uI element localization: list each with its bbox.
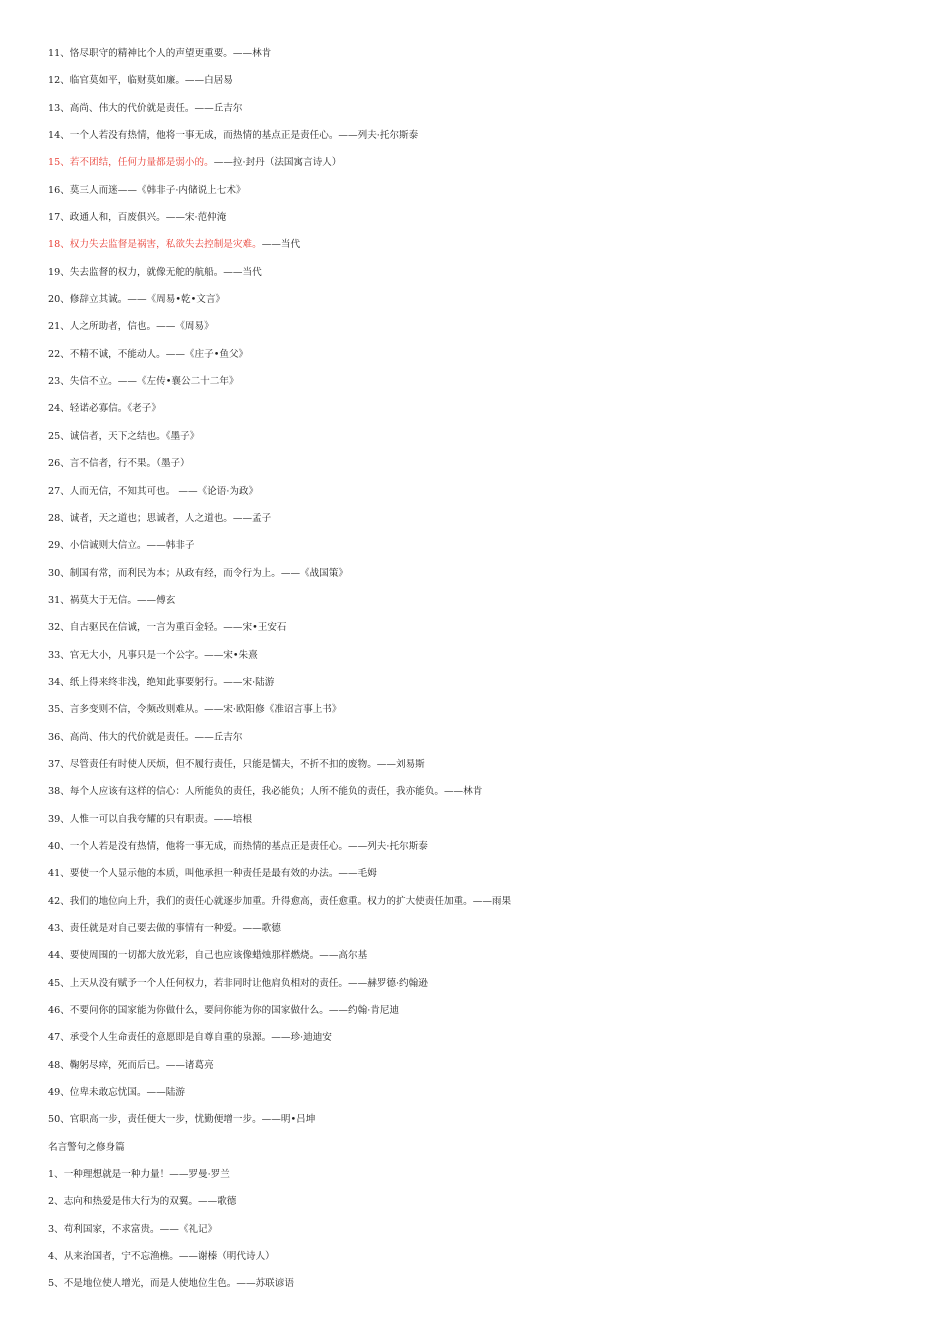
quote-line: 47、承受个人生命责任的意愿即是自尊自重的泉源。——珍·迪迪安 (48, 1032, 332, 1044)
quote-line: 20、修辞立其诚。——《周易•乾•文言》 (48, 294, 226, 306)
quote-line: 12、临官莫如平，临财莫如廉。——白居易 (48, 75, 233, 87)
quote-line: 49、位卑未敢忘忧国。——陆游 (48, 1087, 185, 1099)
quote-line: 37、尽管责任有时使人厌烦，但不履行责任，只能是懦夫，不折不扣的废物。——刘易斯 (48, 758, 425, 770)
quote-line: 26、言不信者，行不果。（墨子） (48, 458, 190, 470)
quote-attribution: ——当代 (261, 239, 301, 251)
quote-line: 3、苟利国家，不求富贵。——《礼记》 (48, 1223, 218, 1235)
document-page (48, 44, 908, 1302)
quote-line: 42、我们的地位向上升，我们的责任心就逐步加重。升得愈高，责任愈重。权力的扩大使责任加重。——雨果 (48, 895, 512, 907)
quote-line: 22、不精不诚，不能动人。——《庄子•鱼父》 (48, 348, 249, 360)
quote-line: 35、言多变则不信，令频改则难从。——宋·欧阳修《准诏言事上书》 (48, 704, 342, 716)
quote-line: 39、人惟一可以自我夸耀的只有职责。——培根 (48, 813, 253, 825)
quote-line: 41、要使一个人显示他的本质，叫他承担一种责任是最有效的办法。——毛姆 (48, 868, 377, 880)
quote-line: 24、轻诺必寡信。《老子》 (48, 403, 161, 415)
quote-line: 23、失信不立。——《左传•襄公二十二年》 (48, 376, 239, 388)
quote-line: 16、莫三人而迷——《韩非子·内储说上七术》 (48, 184, 246, 196)
quote-list-a (48, 44, 908, 1138)
quote-line: 4、从来治国者，宁不忘渔樵。——谢榛（明代诗人） (48, 1251, 275, 1263)
quote-line: 40、一个人若是没有热情，他将一事无成，而热情的基点正是责任心。——列夫·托尔斯泰 (48, 840, 428, 852)
quote-line: 46、不要问你的国家能为你做什么，要问你能为你的国家做什么。——约翰·肯尼迪 (48, 1005, 400, 1017)
quote-line-highlighted (48, 235, 908, 262)
quote-line-highlighted (48, 153, 908, 180)
quote-line: 36、高尚、伟大的代价就是责任。——丘吉尔 (48, 731, 243, 743)
quote-line: 31、祸莫大于无信。——傅玄 (48, 594, 176, 606)
highlighted-text: 18、权力失去监督是祸害，私欲失去控制是灾难。 (48, 239, 262, 251)
quote-line: 30、制国有常，而利民为本；从政有经，而令行为上。——《战国策》 (48, 567, 349, 579)
quote-line: 45、上天从没有赋予一个人任何权力，若非同时让他肩负相对的责任。——赫罗德·约翰逊 (48, 977, 428, 989)
quote-attribution: ——拉·封丹（法国寓言诗人） (213, 157, 342, 169)
quote-line: 5、不是地位使人增光，而是人使地位生色。——苏联谚语 (48, 1278, 294, 1290)
quote-line: 19、失去监督的权力，就像无舵的航船。——当代 (48, 266, 262, 278)
quote-line: 14、一个人若没有热情，他将一事无成，而热情的基点正是责任心。——列夫·托尔斯泰 (48, 130, 419, 142)
quote-line: 38、每个人应该有这样的信心：人所能负的责任，我必能负；人所不能负的责任，我亦能负。——林肯 (48, 786, 483, 798)
quote-line: 11、恪尽职守的精神比个人的声望更重要。——林肯 (48, 48, 272, 59)
quote-line: 25、诚信者，天下之结也。《墨子》 (48, 430, 200, 442)
quote-line: 33、官无大小，凡事只是一个公字。——宋•朱熹 (48, 649, 258, 661)
quote-line: 21、人之所助者，信也。——《周易》 (48, 321, 214, 333)
quote-line: 29、小信诚则大信立。——韩非子 (48, 540, 195, 552)
quote-line: 13、高尚、伟大的代价就是责任。——丘吉尔 (48, 102, 243, 114)
quote-line: 48、鞠躬尽瘁，死而后已。——诸葛亮 (48, 1059, 214, 1071)
quote-list-b (48, 1165, 908, 1302)
quote-line: 50、官职高一步，责任便大一步，忧勤便增一步。——明•吕坤 (48, 1114, 316, 1126)
highlighted-text: 15、若不团结，任何力量都是弱小的。 (48, 157, 214, 169)
quote-line: 2、志向和热爱是伟大行为的双翼。——歌德 (48, 1196, 237, 1208)
quote-line: 44、要使周围的一切都大放光彩，自己也应该像蜡烛那样燃烧。——高尔基 (48, 950, 368, 962)
quote-line: 34、纸上得来终非浅，绝知此事要躬行。——宋·陆游 (48, 676, 275, 688)
quote-line: 17、政通人和，百废俱兴。——宋·范仲淹 (48, 212, 227, 224)
quote-line: 32、自古驱民在信诚，一言为重百金轻。——宋•王安石 (48, 622, 287, 634)
section-heading: 名言警句之修身篇 (48, 1141, 125, 1153)
quote-line: 43、责任就是对自己要去做的事情有一种爱。——歌德 (48, 923, 281, 934)
quote-line: 27、人而无信，不知其可也。 ——《论语·为政》 (48, 485, 259, 497)
quote-line: 1、一种理想就是一种力量！——罗曼·罗兰 (48, 1169, 230, 1181)
quote-line: 28、诚者，天之道也；思诚者，人之道也。——孟子 (48, 512, 272, 524)
